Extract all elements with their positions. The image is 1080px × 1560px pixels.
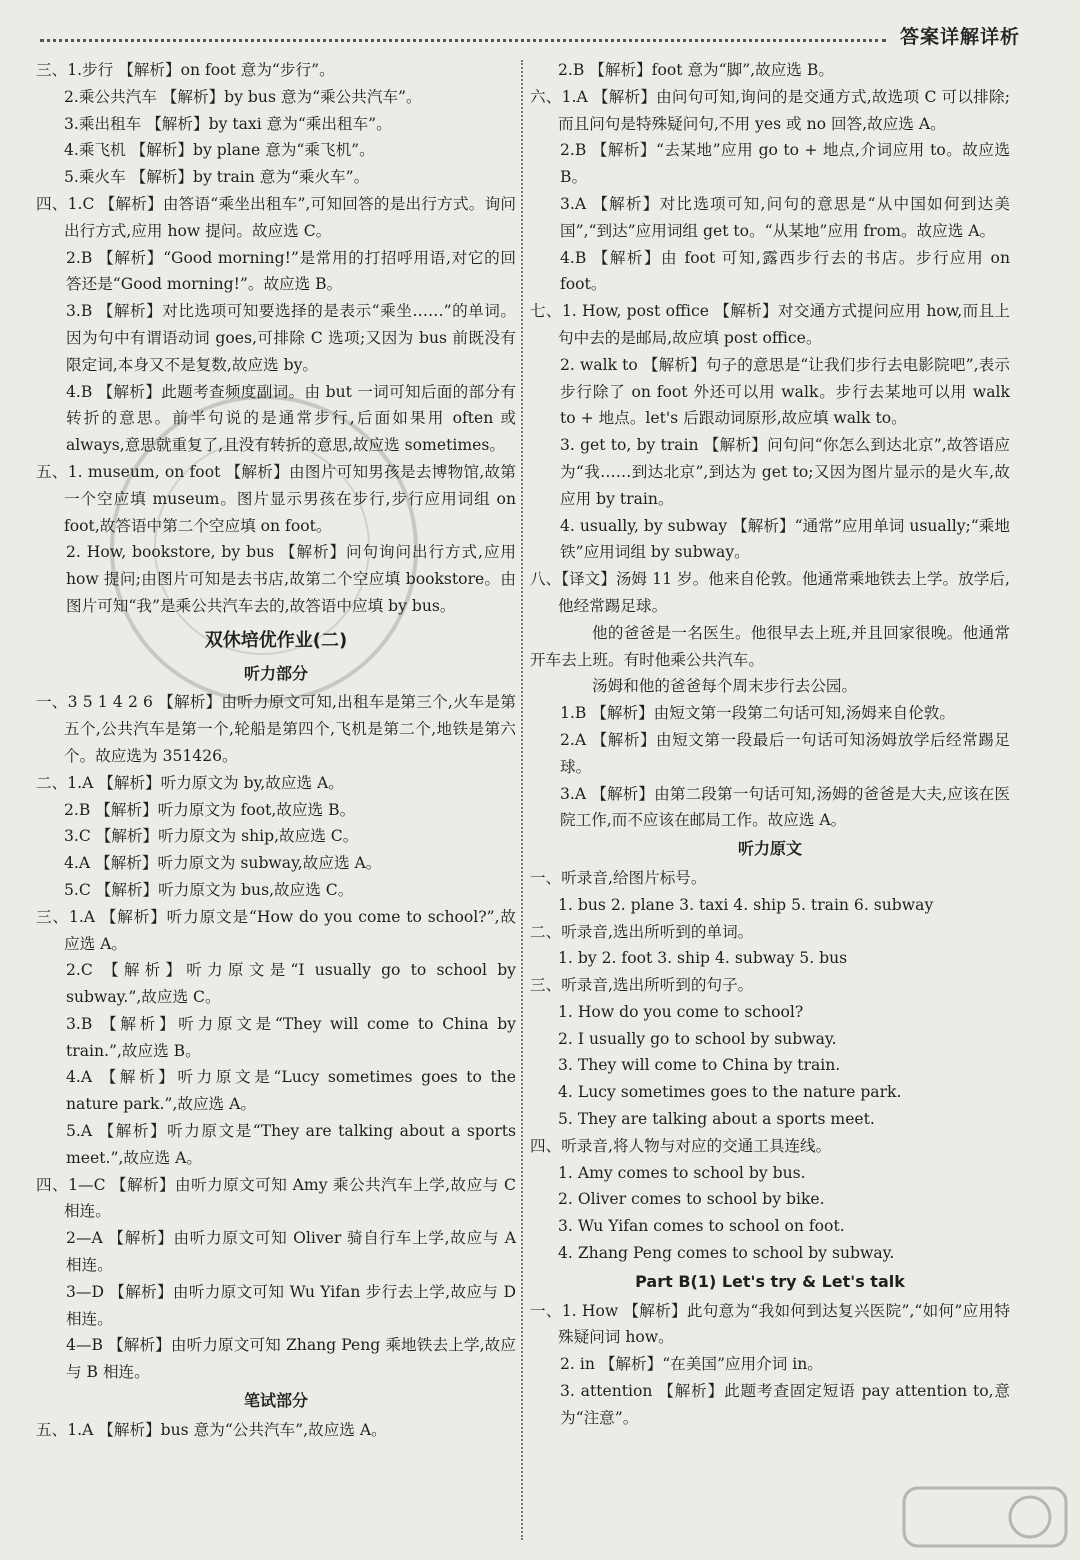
- answer-line: 二、听录音,选出所听到的单词。: [530, 922, 754, 941]
- answer-line: 5.乘火车 【解析】by train 意为“乘火车”。: [64, 168, 370, 187]
- answer-line: 2. Oliver comes to school by bike.: [558, 1190, 825, 1209]
- answer-line: 2.A 【解析】由短文第一段最后一句话可知汤姆放学后经常踢足球。: [560, 730, 1010, 776]
- right-column: [530, 57, 1010, 1432]
- corner-logo-icon: [900, 1482, 1070, 1552]
- answer-line: 5.C 【解析】听力原文为 bus,故应选 C。: [64, 880, 354, 899]
- answer-line: 2. in 【解析】“在美国”应用介词 in。: [560, 1355, 823, 1374]
- answer-line: 1. bus 2. plane 3. taxi 4. ship 5. train 6. subway: [558, 895, 934, 914]
- answer-line: 4.B 【解析】由 foot 可知,露西步行去的书店。步行应用 on foot。: [560, 248, 1010, 294]
- answer-line: 2.B 【解析】“去某地”应用 go to + 地点,介词应用 to。故应选 B。: [560, 141, 1010, 187]
- answer-line: 1.B 【解析】由短文第一段第二句话可知,汤姆来自伦敦。: [560, 704, 955, 723]
- answer-line: 七、1. How, post office 【解析】对交通方式提问应用 how,而且上句中去的是邮局,故应填 post office。: [530, 302, 1010, 347]
- answer-line: 3.A 【解析】对比选项可知,问句的意思是“从中国如何到达美国”,“到达”应用词组 get to。“从某地”应用 from。故应选 A。: [560, 194, 1010, 240]
- answer-line: 四、1.C 【解析】由答语“乘坐出租车”,可知回答的是出行方式。询问出行方式,应用 how 提问。故应选 C。: [36, 194, 516, 240]
- answer-line: 3—D 【解析】由听力原文可知 Wu Yifan 步行去上学,故应与 D 相连。: [66, 1282, 516, 1328]
- answer-line: 4. Zhang Peng comes to school by subway.: [558, 1244, 895, 1263]
- answer-line: 五、1. museum, on foot 【解析】由图片可知男孩是去博物馆,故第一个空应填 museum。图片显示男孩在步行,步行应用词组 on foot,故答语中第二个空应填 on foot。: [36, 462, 516, 535]
- answer-line: 4.A 【解析】听力原文为 subway,故应选 A。: [64, 854, 382, 873]
- answer-line: 2.B 【解析】“Good morning!”是常用的打招呼用语,对它的回答还是“Good morning!”。故应选 B。: [66, 248, 516, 294]
- answer-line: 他的爸爸是一名医生。他很早去上班,并且回家很晚。他通常开车去上班。有时他乘公共汽车。: [530, 623, 1010, 669]
- answer-line: 六、1.A 【解析】由问句可知,询问的是交通方式,故选项 C 可以排除;而且问句是特殊疑问句,不用 yes 或 no 回答,故应选 A。: [530, 87, 1010, 133]
- header-title: 答案详解详析: [899, 25, 1020, 48]
- answer-line: 汤姆和他的爸爸每个周末步行去公园。: [592, 677, 858, 696]
- answer-line: 一、1. How 【解析】此句意为“我如何到达复兴医院”,“如何”应用特殊疑问词 how。: [530, 1301, 1010, 1347]
- answer-line: 四、1—C 【解析】由听力原文可知 Amy 乘公共汽车上学,故应与 C 相连。: [36, 1175, 516, 1221]
- answer-line: 3.A 【解析】由第二段第一句话可知,汤姆的爸爸是大夫,应该在医院工作,而不应该在邮局工作。故应选 A。: [560, 784, 1010, 830]
- answer-line: 1. How do you come to school?: [558, 1002, 804, 1021]
- answer-line: 五、1.A 【解析】bus 意为“公共汽车”,故应选 A。: [36, 1420, 387, 1439]
- answer-line: 2.B 【解析】听力原文为 foot,故应选 B。: [64, 800, 356, 819]
- answer-line: 4—B 【解析】由听力原文可知 Zhang Peng 乘地铁去上学,故应与 B 相连。: [66, 1336, 516, 1382]
- subsection-title: 笔试部分: [243, 1391, 308, 1411]
- answer-line: 2. walk to 【解析】句子的意思是“让我们步行去电影院吧”,表示步行除了 on foot 外还可以用 walk。步行去某地可以用 walk to + 地点。let's 后跟动词原形,故应填 walk to。: [560, 355, 1010, 428]
- answer-line: 4.乘飞机 【解析】by plane 意为“乘飞机”。: [64, 141, 375, 160]
- answer-line: 3.B 【解析】听力原文是“They will come to China by train.”,故应选 B。: [66, 1014, 516, 1060]
- answer-line: 2. I usually go to school by subway.: [558, 1029, 837, 1048]
- answer-line: 三、1.A 【解析】听力原文是“How do you come to school?”,故应选 A。: [36, 907, 516, 953]
- answer-line: 4.B 【解析】此题考查频度副词。由 but 一词可知后面的部分有转折的意思。前半句说的是通常步行,后面如果用 often 或 always,意思就重复了,且没有转折的意思,故应选 sometimes。: [66, 382, 516, 455]
- answer-line: 2.乘公共汽车 【解析】by bus 意为“乘公共汽车”。: [64, 87, 422, 106]
- answer-line: 4. usually, by subway 【解析】“通常”应用单词 usually;“乘地铁”应用词组 by subway。: [560, 516, 1010, 562]
- subsection-title: 听力原文: [737, 839, 802, 859]
- answer-line: 一、3 5 1 4 2 6 【解析】由听力原文可知,出租车是第三个,火车是第五个,公共汽车是第一个,轮船是第四个,飞机是第二个,地铁是第六个。故应选为 351426。: [36, 693, 516, 765]
- subsection-title: 听力部分: [243, 663, 308, 683]
- page-header: [40, 22, 1020, 48]
- header-dotted-rule: [40, 29, 886, 42]
- answer-line: 3. get to, by train 【解析】问句问“你怎么到达北京”,故答语应为“我……到达北京”,到达为 get to;又因为图片显示的是火车,故应用 by train。: [560, 436, 1010, 508]
- answer-line: 四、听录音,将人物与对应的交通工具连线。: [530, 1136, 832, 1155]
- column-divider: [521, 60, 523, 1540]
- answer-line: 5.A 【解析】听力原文是“They are talking about a sports meet.”,故应选 A。: [66, 1122, 516, 1167]
- answer-line: 1. Amy comes to school by bus.: [558, 1163, 806, 1182]
- answer-line: 一、听录音,给图片标号。: [530, 868, 707, 887]
- answer-line: 5. They are talking about a sports meet.: [558, 1110, 875, 1129]
- answer-line: 4.A 【解析】听力原文是“Lucy sometimes goes to the nature park.”,故应选 A。: [66, 1068, 516, 1114]
- answer-line: 3.B 【解析】对比选项可知要选择的是表示“乘坐……”的单词。因为句中有谓语动词 goes,可排除 C 选项;又因为 bus 前既没有限定词,本身又不是复数,故应选 by。: [66, 302, 516, 374]
- answer-line: 3. They will come to China by train.: [558, 1056, 841, 1075]
- section-title: 双休培优作业(二): [204, 629, 348, 651]
- answer-line: 2—A 【解析】由听力原文可知 Oliver 骑自行车上学,故应与 A 相连。: [66, 1229, 516, 1275]
- answer-line: 2. How, bookstore, by bus 【解析】问句询问出行方式,应用 how 提问;由图片可知是去书店,故第二个空应填 bookstore。由图片可知“我”是乘公共汽车去的,故答语中应填 by bus。: [66, 543, 516, 615]
- answer-line: 三、1.步行 【解析】on foot 意为“步行”。: [36, 61, 335, 79]
- answer-line: 2.B 【解析】foot 意为“脚”,故应选 B。: [558, 61, 834, 79]
- answer-line: 1. by 2. foot 3. ship 4. subway 5. bus: [558, 949, 848, 968]
- answer-line: 3.乘出租车 【解析】by taxi 意为“乘出租车”。: [64, 114, 392, 133]
- answer-line: 2.C 【解析】听力原文是“I usually go to school by subway.”,故应选 C。: [66, 961, 516, 1007]
- answer-line: 3. Wu Yifan comes to school on foot.: [558, 1217, 845, 1236]
- answer-line: 二、1.A 【解析】听力原文为 by,故应选 A。: [36, 773, 344, 792]
- subsection-title: Part B(1) Let's try & Let's talk: [635, 1271, 905, 1291]
- left-column: [36, 57, 516, 1444]
- answer-line: 3. attention 【解析】此题考查固定短语 pay attention to,意为“注意”。: [560, 1382, 1010, 1427]
- answer-line: 三、听录音,选出所听到的句子。: [530, 976, 754, 995]
- answer-line: 八、【译文】汤姆 11 岁。他来自伦敦。他通常乘地铁去上学。放学后,他经常踢足球。: [530, 570, 1010, 615]
- answer-line: 3.C 【解析】听力原文为 ship,故应选 C。: [64, 827, 359, 846]
- answer-line: 4. Lucy sometimes goes to the nature park.: [558, 1083, 902, 1102]
